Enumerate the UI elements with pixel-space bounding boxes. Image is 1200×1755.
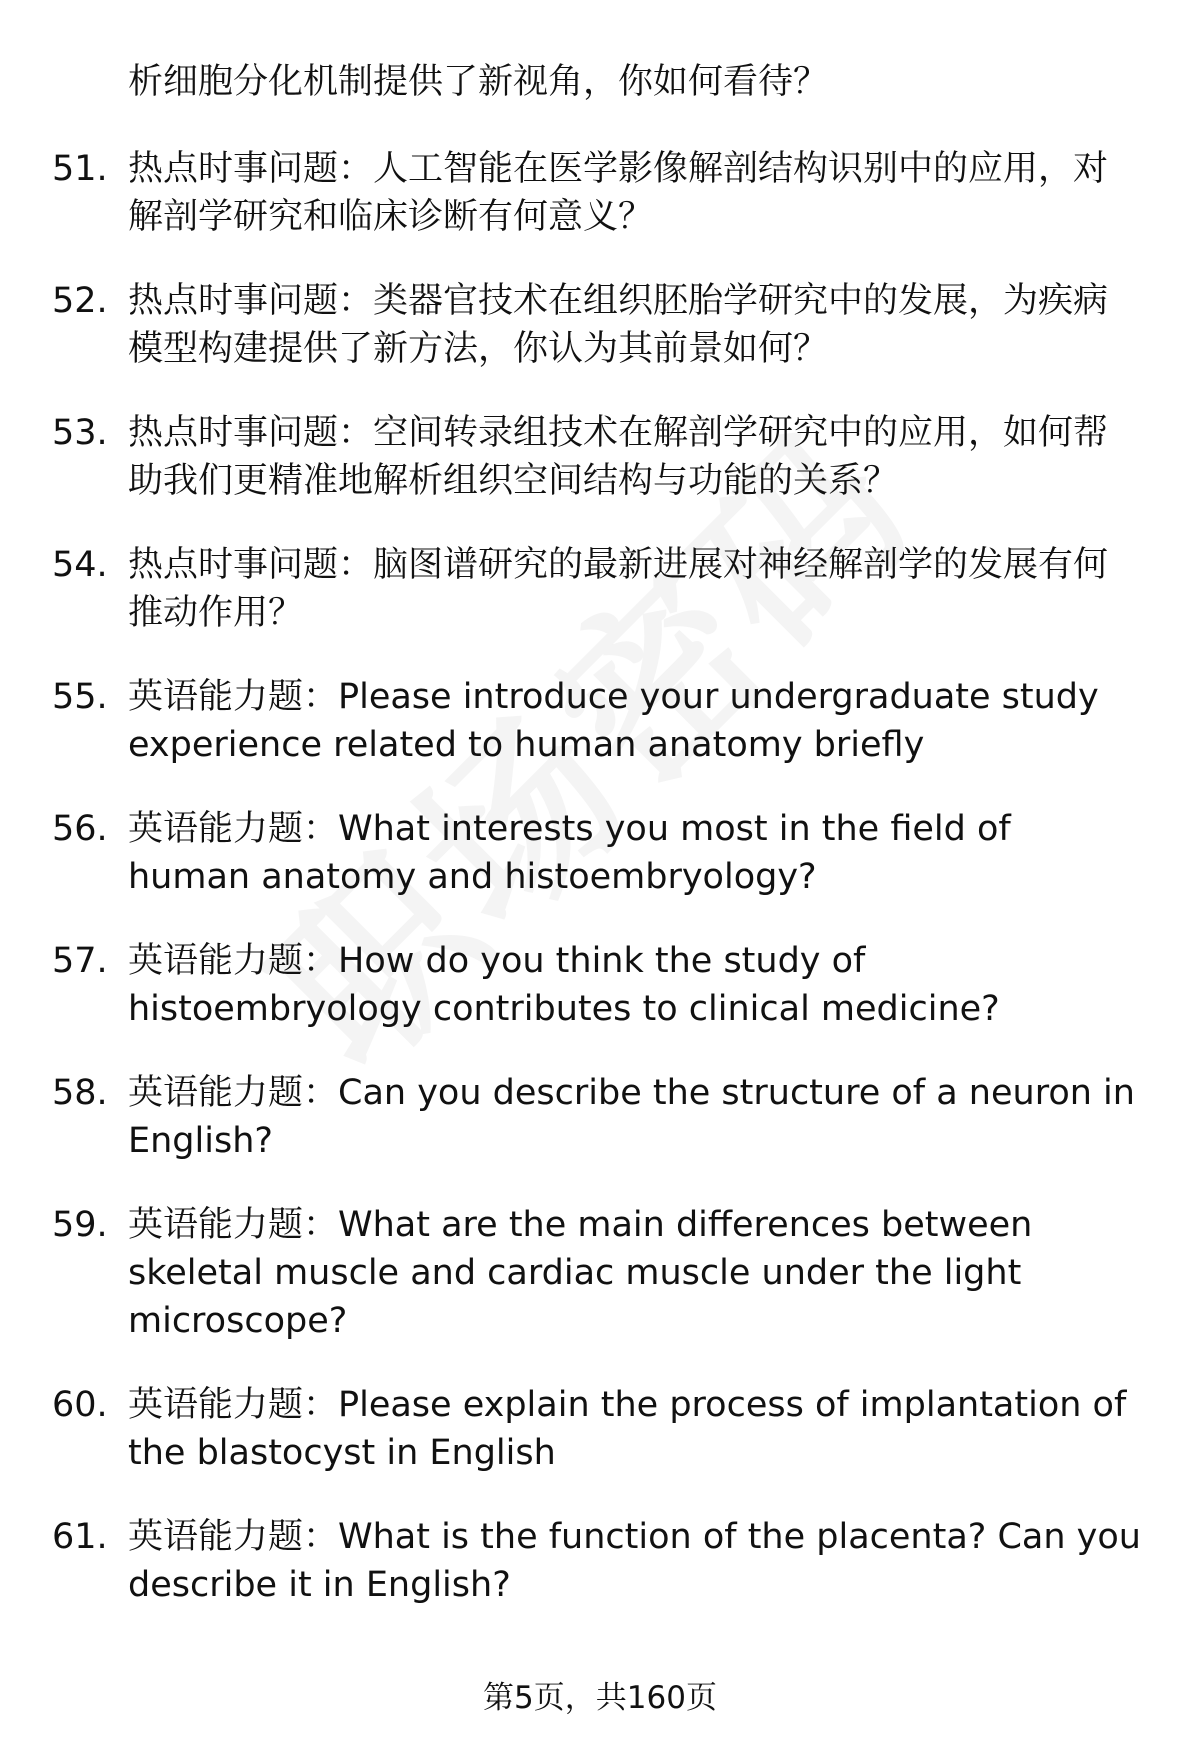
question-number: 60. [52, 1385, 108, 1425]
question-text: 英语能力题：What are the main differences between skeletal muscle and cardiac muscle under the light microscope? [128, 1205, 1033, 1341]
question-number: 57. [52, 941, 108, 981]
question-item-55 [52, 673, 1142, 769]
question-number: 53. [52, 413, 108, 453]
question-number: 55. [52, 677, 108, 717]
question-item-59 [52, 1201, 1142, 1345]
question-text: 英语能力题：Please introduce your undergraduate study experience related to human anatomy briefly [128, 677, 1099, 765]
question-item-61 [52, 1513, 1142, 1609]
question-item-56 [52, 805, 1142, 901]
question-text: 英语能力题：What is the function of the placenta? Can you describe it in English? [128, 1517, 1141, 1605]
question-number: 61. [52, 1517, 108, 1557]
question-item-53 [52, 409, 1142, 505]
question-number: 51. [52, 149, 108, 189]
question-number: 59. [52, 1205, 108, 1245]
question-number: 58. [52, 1073, 108, 1113]
question-item-51 [52, 145, 1142, 241]
question-text: 热点时事问题：人工智能在医学影像解剖结构识别中的应用，对解剖学研究和临床诊断有何意义？ [128, 149, 1109, 237]
question-number: 54. [52, 545, 108, 585]
question-item-57 [52, 937, 1142, 1033]
question-text: 英语能力题：What interests you most in the field of human anatomy and histoembryology? [128, 809, 1011, 897]
question-item-58 [52, 1069, 1142, 1165]
question-number: 56. [52, 809, 108, 849]
question-text: 英语能力题：How do you think the study of histoembryology contributes to clinical medicine? [128, 941, 1000, 1029]
question-item-60 [52, 1381, 1142, 1477]
previous-question-continuation: 析细胞分化机制提供了新视角，你如何看待？ [128, 62, 829, 102]
question-list [52, 145, 1142, 1645]
question-text: 英语能力题：Can you describe the structure of a neuron in English? [128, 1073, 1135, 1161]
question-item-54 [52, 541, 1142, 637]
page-footer: 第5页，共160页 [483, 1680, 717, 1716]
question-text: 英语能力题：Please explain the process of implantation of the blastocyst in English [128, 1385, 1127, 1473]
question-item-52 [52, 277, 1142, 373]
question-text: 热点时事问题：空间转录组技术在解剖学研究中的应用，如何帮助我们更精准地解析组织空间结构与功能的关系？ [128, 413, 1109, 501]
question-number: 52. [52, 281, 108, 321]
question-text: 热点时事问题：脑图谱研究的最新进展对神经解剖学的发展有何推动作用？ [128, 545, 1109, 633]
question-text: 热点时事问题：类器官技术在组织胚胎学研究中的发展，为疾病模型构建提供了新方法，你认为其前景如何？ [128, 281, 1109, 369]
